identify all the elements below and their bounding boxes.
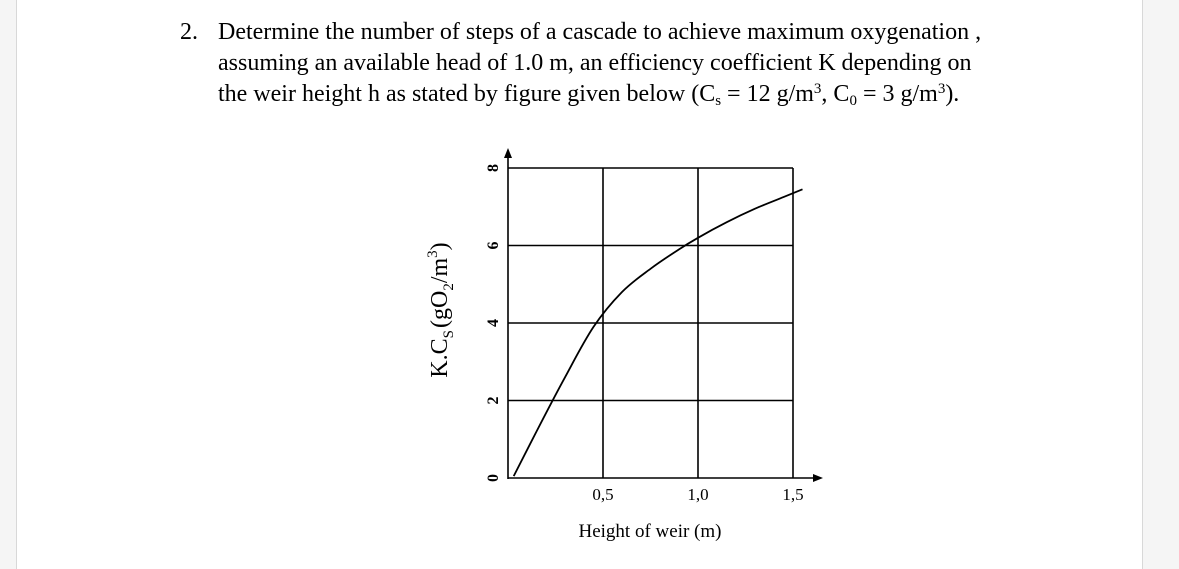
x-tick-label-1,0: 1,0 <box>687 485 709 504</box>
problem-line-1: Determine the number of steps of a cascade to achieve maximum oxygenation , <box>218 19 982 45</box>
line3-end: ). <box>945 81 960 107</box>
exp2-superscript: 3 <box>937 81 946 97</box>
cs-subscript: s <box>715 93 722 109</box>
line3-prefix: the weir height h as stated by figure given below (C <box>218 81 716 107</box>
y-axis-arrow <box>504 148 512 158</box>
exp1-superscript: 3 <box>813 81 822 97</box>
x-tick-label-1,5: 1,5 <box>782 485 804 504</box>
x-tick-label-0,5: 0,5 <box>592 485 614 504</box>
series-curve-0 <box>514 189 803 476</box>
y-tick-label-4: 4 <box>485 319 502 327</box>
co-subscript: 0 <box>849 93 857 109</box>
x-axis-label: Height of weir (m) <box>578 521 722 542</box>
problem-number: 2. <box>180 19 198 45</box>
line3-eq2: = 3 g/m <box>856 81 938 107</box>
problem-line-2: assuming an available head of 1.0 m, an efficiency coefficient K depending on <box>218 50 972 76</box>
y-tick-label-2: 2 <box>485 396 502 405</box>
y-axis-label: $K.C_S(gO_2/m^3)$ <box>425 242 457 378</box>
x-axis-arrow <box>813 474 823 482</box>
y-tick-label-6: 6 <box>485 241 502 250</box>
line3-mid: , C <box>821 81 850 107</box>
y-tick-label-8: 8 <box>485 164 502 172</box>
line3-eq1: = 12 g/m <box>721 81 814 107</box>
y-tick-label-0: 0 <box>485 474 502 482</box>
